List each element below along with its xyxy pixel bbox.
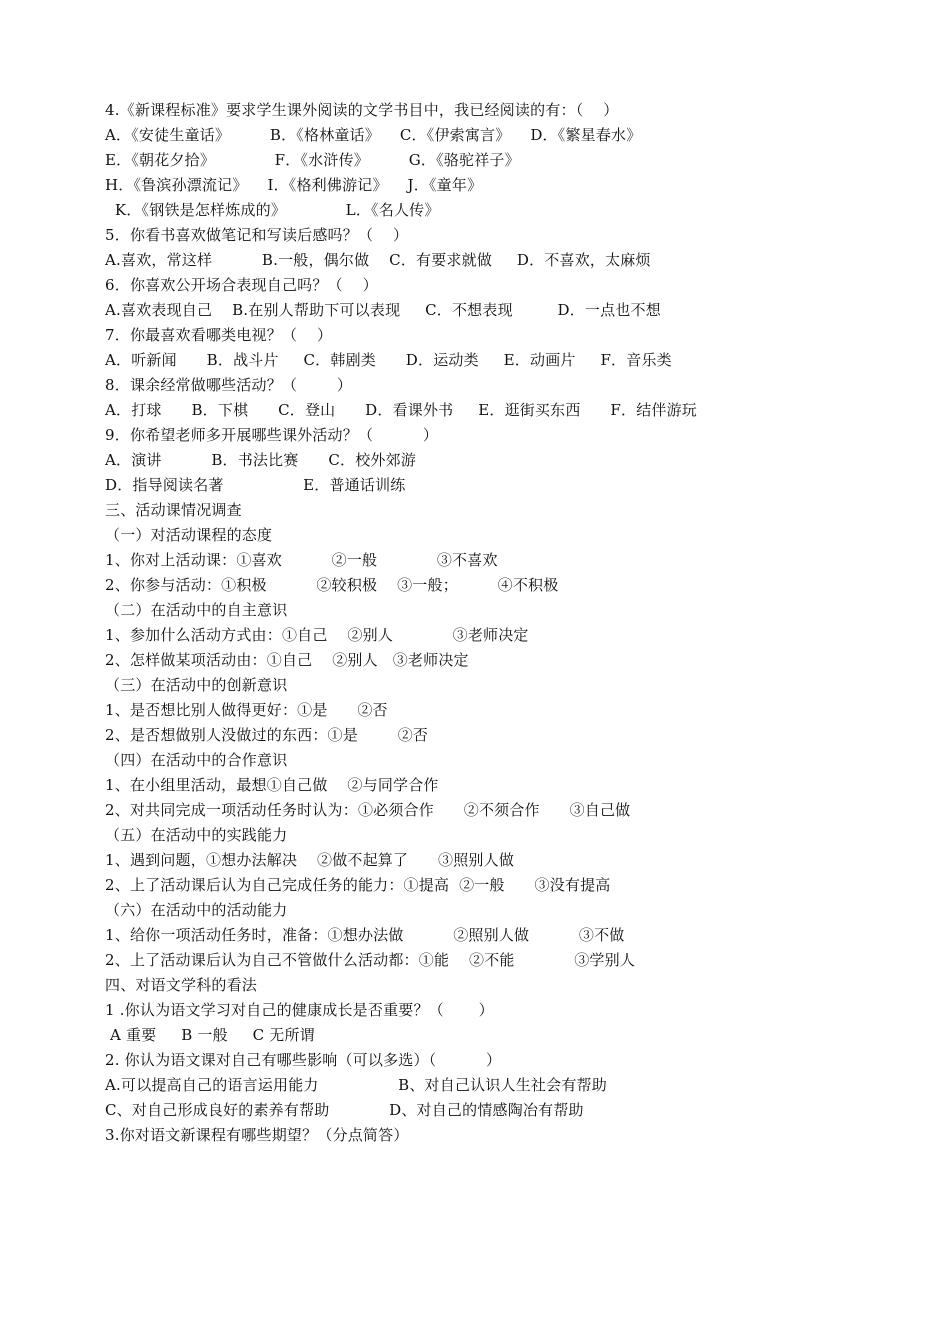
subsection-2-heading: （二）在活动中的自主意识 (105, 601, 288, 619)
subsection-3-heading: （三）在活动中的创新意识 (105, 676, 288, 694)
subsection-4-item-2: 2、对共同完成一项活动任务时认为：①必须合作 ②不须合作 ③自己做 (105, 801, 631, 819)
subsection-6-item-1: 1、给你一项活动任务时，准备：①想办法做 ②照别人做 ③不做 (105, 926, 625, 944)
subsection-1-item-1: 1、你对上活动课：①喜欢 ②一般 ③不喜欢 (105, 551, 498, 569)
question-6-text: 6．你喜欢公开场合表现自己吗？（ ） (105, 276, 378, 294)
subsection-5-heading: （五）在活动中的实践能力 (105, 826, 288, 844)
section-4-question-1-options: A 重要 B 一般 C 无所谓 (105, 1026, 315, 1044)
section-4-question-2: 2. 你认为语文课对自己有哪些影响（可以多选）（ ） (105, 1051, 502, 1069)
question-4-options-h-j: H．《鲁滨孙漂流记》 I．《格利佛游记》 J．《童年》 (105, 176, 483, 194)
section-4-question-3: 3.你对语文新课程有哪些期望？（分点简答） (105, 1126, 409, 1144)
question-5-options: A.喜欢，常这样 B.一般，偶尔做 C．有要求就做 D．不喜欢，太麻烦 (105, 251, 651, 269)
section-4-question-2-options-c-d: C、对自己形成良好的素养有帮助 D、对自己的情感陶冶有帮助 (105, 1101, 584, 1119)
subsection-6-heading: （六）在活动中的活动能力 (105, 901, 288, 919)
subsection-1-item-2: 2、你参与活动：①积极 ②较积极 ③一般； ④不积极 (105, 576, 559, 594)
question-8-text: 8．课余经常做哪些活动？（ ） (105, 376, 353, 394)
section-4-heading: 四、对语文学科的看法 (105, 976, 258, 994)
question-7-text: 7．你最喜欢看哪类电视？（ ） (105, 326, 333, 344)
subsection-4-heading: （四）在活动中的合作意识 (105, 751, 288, 769)
subsection-6-item-2: 2、上了活动课后认为自己不管做什么活动都：①能 ②不能 ③学别人 (105, 951, 636, 969)
question-4-options-k-l: K．《钢铁是怎样炼成的》 L．《名人传》 (105, 201, 440, 219)
subsection-1-heading: （一）对活动课程的态度 (105, 526, 273, 544)
question-9-text: 9．你希望老师多开展哪些课外活动？（ ） (105, 426, 439, 444)
subsection-2-item-1: 1、参加什么活动方式由：①自己 ②别人 ③老师决定 (105, 626, 529, 644)
question-9-options-a-c: A．演讲 B．书法比赛 C．校外郊游 (105, 451, 417, 469)
subsection-3-item-2: 2、是否想做别人没做过的东西：①是 ②否 (105, 726, 429, 744)
subsection-5-item-1: 1、遇到问题，①想办法解决 ②做不起算了 ③照别人做 (105, 851, 515, 869)
subsection-5-item-2: 2、上了活动课后认为自己完成任务的能力：①提高 ②一般 ③没有提高 (105, 876, 611, 894)
section-4-question-2-options-a-b: A.可以提高自己的语言运用能力 B、对自己认识人生社会有帮助 (105, 1076, 607, 1094)
question-4-options-e-g: E．《朝花夕拾》 F．《水浒传》 G．《骆驼祥子》 (105, 151, 520, 169)
subsection-3-item-1: 1、是否想比别人做得更好：①是 ②否 (105, 701, 388, 719)
section-3-heading: 三、活动课情况调查 (105, 501, 242, 519)
question-6-options: A.喜欢表现自己 B.在别人帮助下可以表现 C．不想表现 D．一点也不想 (105, 301, 661, 319)
question-7-options: A．听新闻 B．战斗片 C．韩剧类 D．运动类 E．动画片 F．音乐类 (105, 351, 672, 369)
subsection-4-item-1: 1、在小组里活动，最想①自己做 ②与同学合作 (105, 776, 439, 794)
question-5-text: 5．你看书喜欢做笔记和写读后感吗？（ ） (105, 226, 409, 244)
question-8-options: A．打球 B．下棋 C．登山 D．看课外书 E．逛街买东西 F．结伴游玩 (105, 401, 697, 419)
subsection-2-item-2: 2、怎样做某项活动由：①自己 ②别人 ③老师决定 (105, 651, 469, 669)
section-4-question-1: 1 .你认为语文学习对自己的健康成长是否重要？（ ） (105, 1001, 494, 1019)
question-4-options-a-d: A．《安徒生童话》 B．《格林童话》 C．《伊索寓言》 D．《繁星春水》 (105, 126, 642, 144)
question-9-options-d-e: D．指导阅读名著 E．普通话训练 (105, 476, 406, 494)
question-4-text: 4.《新课程标准》要求学生课外阅读的文学书目中，我已经阅读的有：（ ） (105, 101, 619, 119)
